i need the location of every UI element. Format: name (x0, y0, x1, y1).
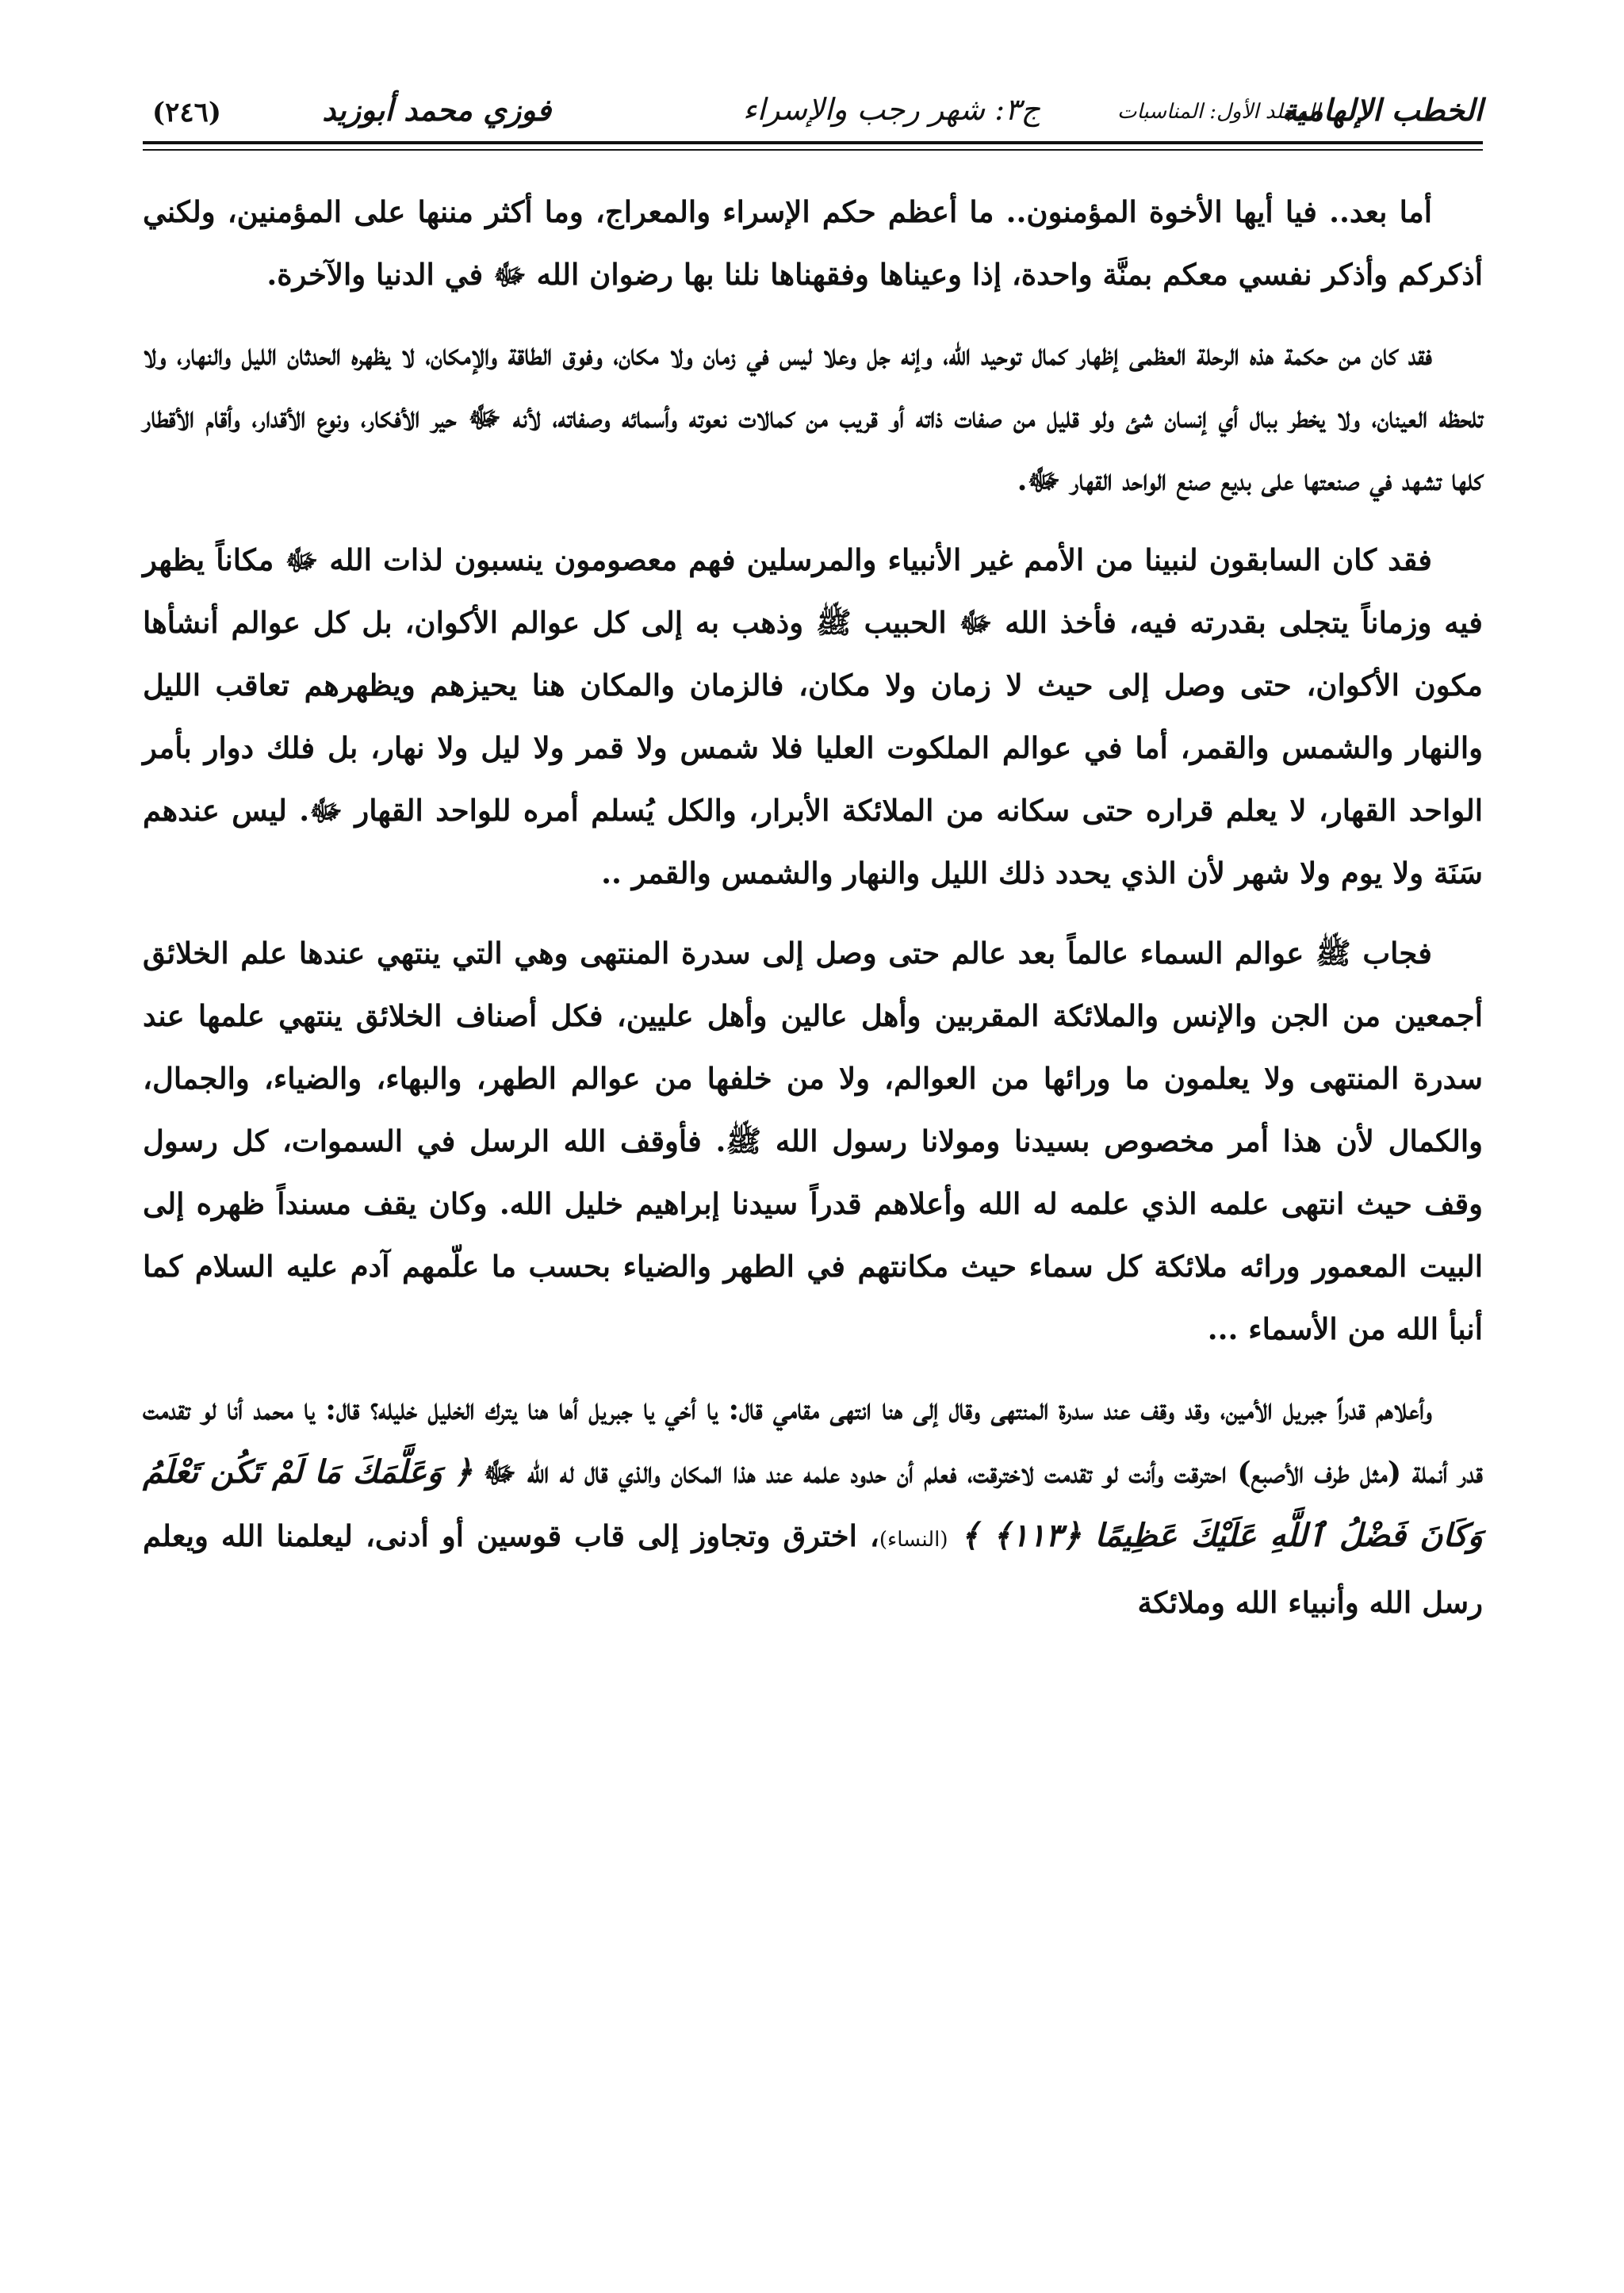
paragraph-1: أما بعد.. فيا أيها الأخوة المؤمنون.. ما أعظم حكم الإسراء والمعراج، وما أكثر مننها على المؤمنين، ولكني أذكركم وأذكر نفسي معكم بمنَّة واحدة، إذا وعيناها وفقهناها نلنا بها رضوان الله ﷻ في الدنيا والآخرة. (143, 194, 1483, 292)
page-body (143, 181, 1483, 1652)
paragraph-3: فقد كان السابقون لنبينا من الأمم غير الأنبياء والمرسلين فهم معصومون ينسبون لذات الله ﷻ مكاناً يظهر فيه وزماناً يتجلى بقدرته فيه، فأخذ الله ﷻ الحبيب ﷺ وذهب به إلى كل عوالم الأكوان، بل كل عوالم أنشأها مكون الأكوان، حتى وصل إلى حيث لا زمان ولا مكان، فالزمان والمكان هنا يحيزهم ويظهرهم تعاقب الليل والنهار والشمس والقمر، أما في عوالم الملكوت العليا فلا شمس ولا قمر ولا ليل ولا نهار، بل فلك دوار بأمر الواحد القهار، لا يعلم قراره حتى سكانه من الملائكة الأبرار، والكل يُسلم أمره للواحد القهار ﷻ. ليس عندهم سَنَة ولا يوم ولا شهر لأن الذي يحدد ذلك الليل والنهار والشمس والقمر .. (143, 542, 1483, 890)
paragraph-4: فجاب ﷺ عوالم السماء عالماً بعد عالم حتى وصل إلى سدرة المنتهى وهي التي ينتهي عندها علم الخلائق أجمعين من الجن والإنس والملائكة المقربين وأهل عالين وأهل عليين، فكل أصناف الخلائق ينتهي علمها عند سدرة المنتهى ولا يعلمون ما ورائها من العوالم، ولا من خلفها من عوالم الطهر، والبهاء، والضياء، والجمال، والكمال لأن هذا أمر مخصوص بسيدنا ومولانا رسول الله ﷺ. فأوقف الله الرسل في السموات، كل رسول وقف حيث انتهى علمه الذي علمه له الله وأعلاهم قدراً سيدنا إبراهيم خليل الله. وكان يقف مسنداً ظهره إلى البيت المعمور ورائه ملائكة كل سماء حيث مكانتهم في الطهر والضياء بحسب ما علّمهم آدم عليه السلام كما أنبأ الله من الأسماء ... (143, 936, 1483, 1346)
page-header (143, 86, 1483, 154)
header-rule-thin (143, 149, 1483, 151)
author-name: فوزي محمد أبوزيد (322, 92, 551, 128)
page-number: (٢٤٦) (152, 97, 221, 128)
paragraph-5 (143, 1378, 1483, 1634)
part-title: ج٣: شهر رجب والإسراء (742, 92, 1040, 127)
paragraph-5-text: وأعلاهم قدراً جبريل الأمين، وقد وقف عند سدرة المنتهى وقال إلى هنا انتهى مقامي قال: يا أخي يا جبريل أها هنا يترك الخليل خليله؟ قال: يا محمد أنا لو تقدمت قدر أنملة (مثل طرف الأصبع) احترقت وأنت لو تقدمت لاخترقت، فعلم أن حدود علمه عند هذا المكان والذي قال له الله ﷻ (143, 1391, 1483, 1490)
paragraph-5-continuation: ، اخترق وتجاوز إلى قاب قوسين أو أدنى، ليعلمنا الله ويعلم رسل الله وأنبياء الله وملائكة (143, 1518, 1483, 1620)
header-rule (143, 141, 1483, 144)
volume-label: المجلد الأول: المناسبات (1117, 100, 1320, 124)
book-title: الخطب الإلهامية (1281, 92, 1483, 128)
paragraph-2: فقد كان من حكمة هذه الرحلة العظمى إظهار كمال توحيد الله، وإنه جل وعلا ليس في زمان ولا مكان، وفوق الطاقة والإمكان، لا يظهره الحدثان الليل والنهار، ولا تلحظه العينان، ولا يخطر ببال أي إنسان شئ ولو قليل من صفات ذاته أو قريب من كمالات نعوته وأسمائه وصفاته، لأنه ﷻ حير الأفكار، ونوع الأقدار، وأقام الأقطار كلها تشهد في صنعتها على بديع صنع الواحد القهار ﷻ. (143, 337, 1483, 497)
quran-source: (النساء) (879, 1528, 948, 1552)
document-page (143, 86, 1483, 2226)
quran-verse: ﴿ وَعَلَّمَكَ مَا لَمْ تَكُن تَعْلَمُ وَكَانَ فَضْلُ ٱللَّهِ عَلَيْكَ عَظِيمًا ﴿١١٣﴾ ﴾ (143, 1453, 1484, 1554)
